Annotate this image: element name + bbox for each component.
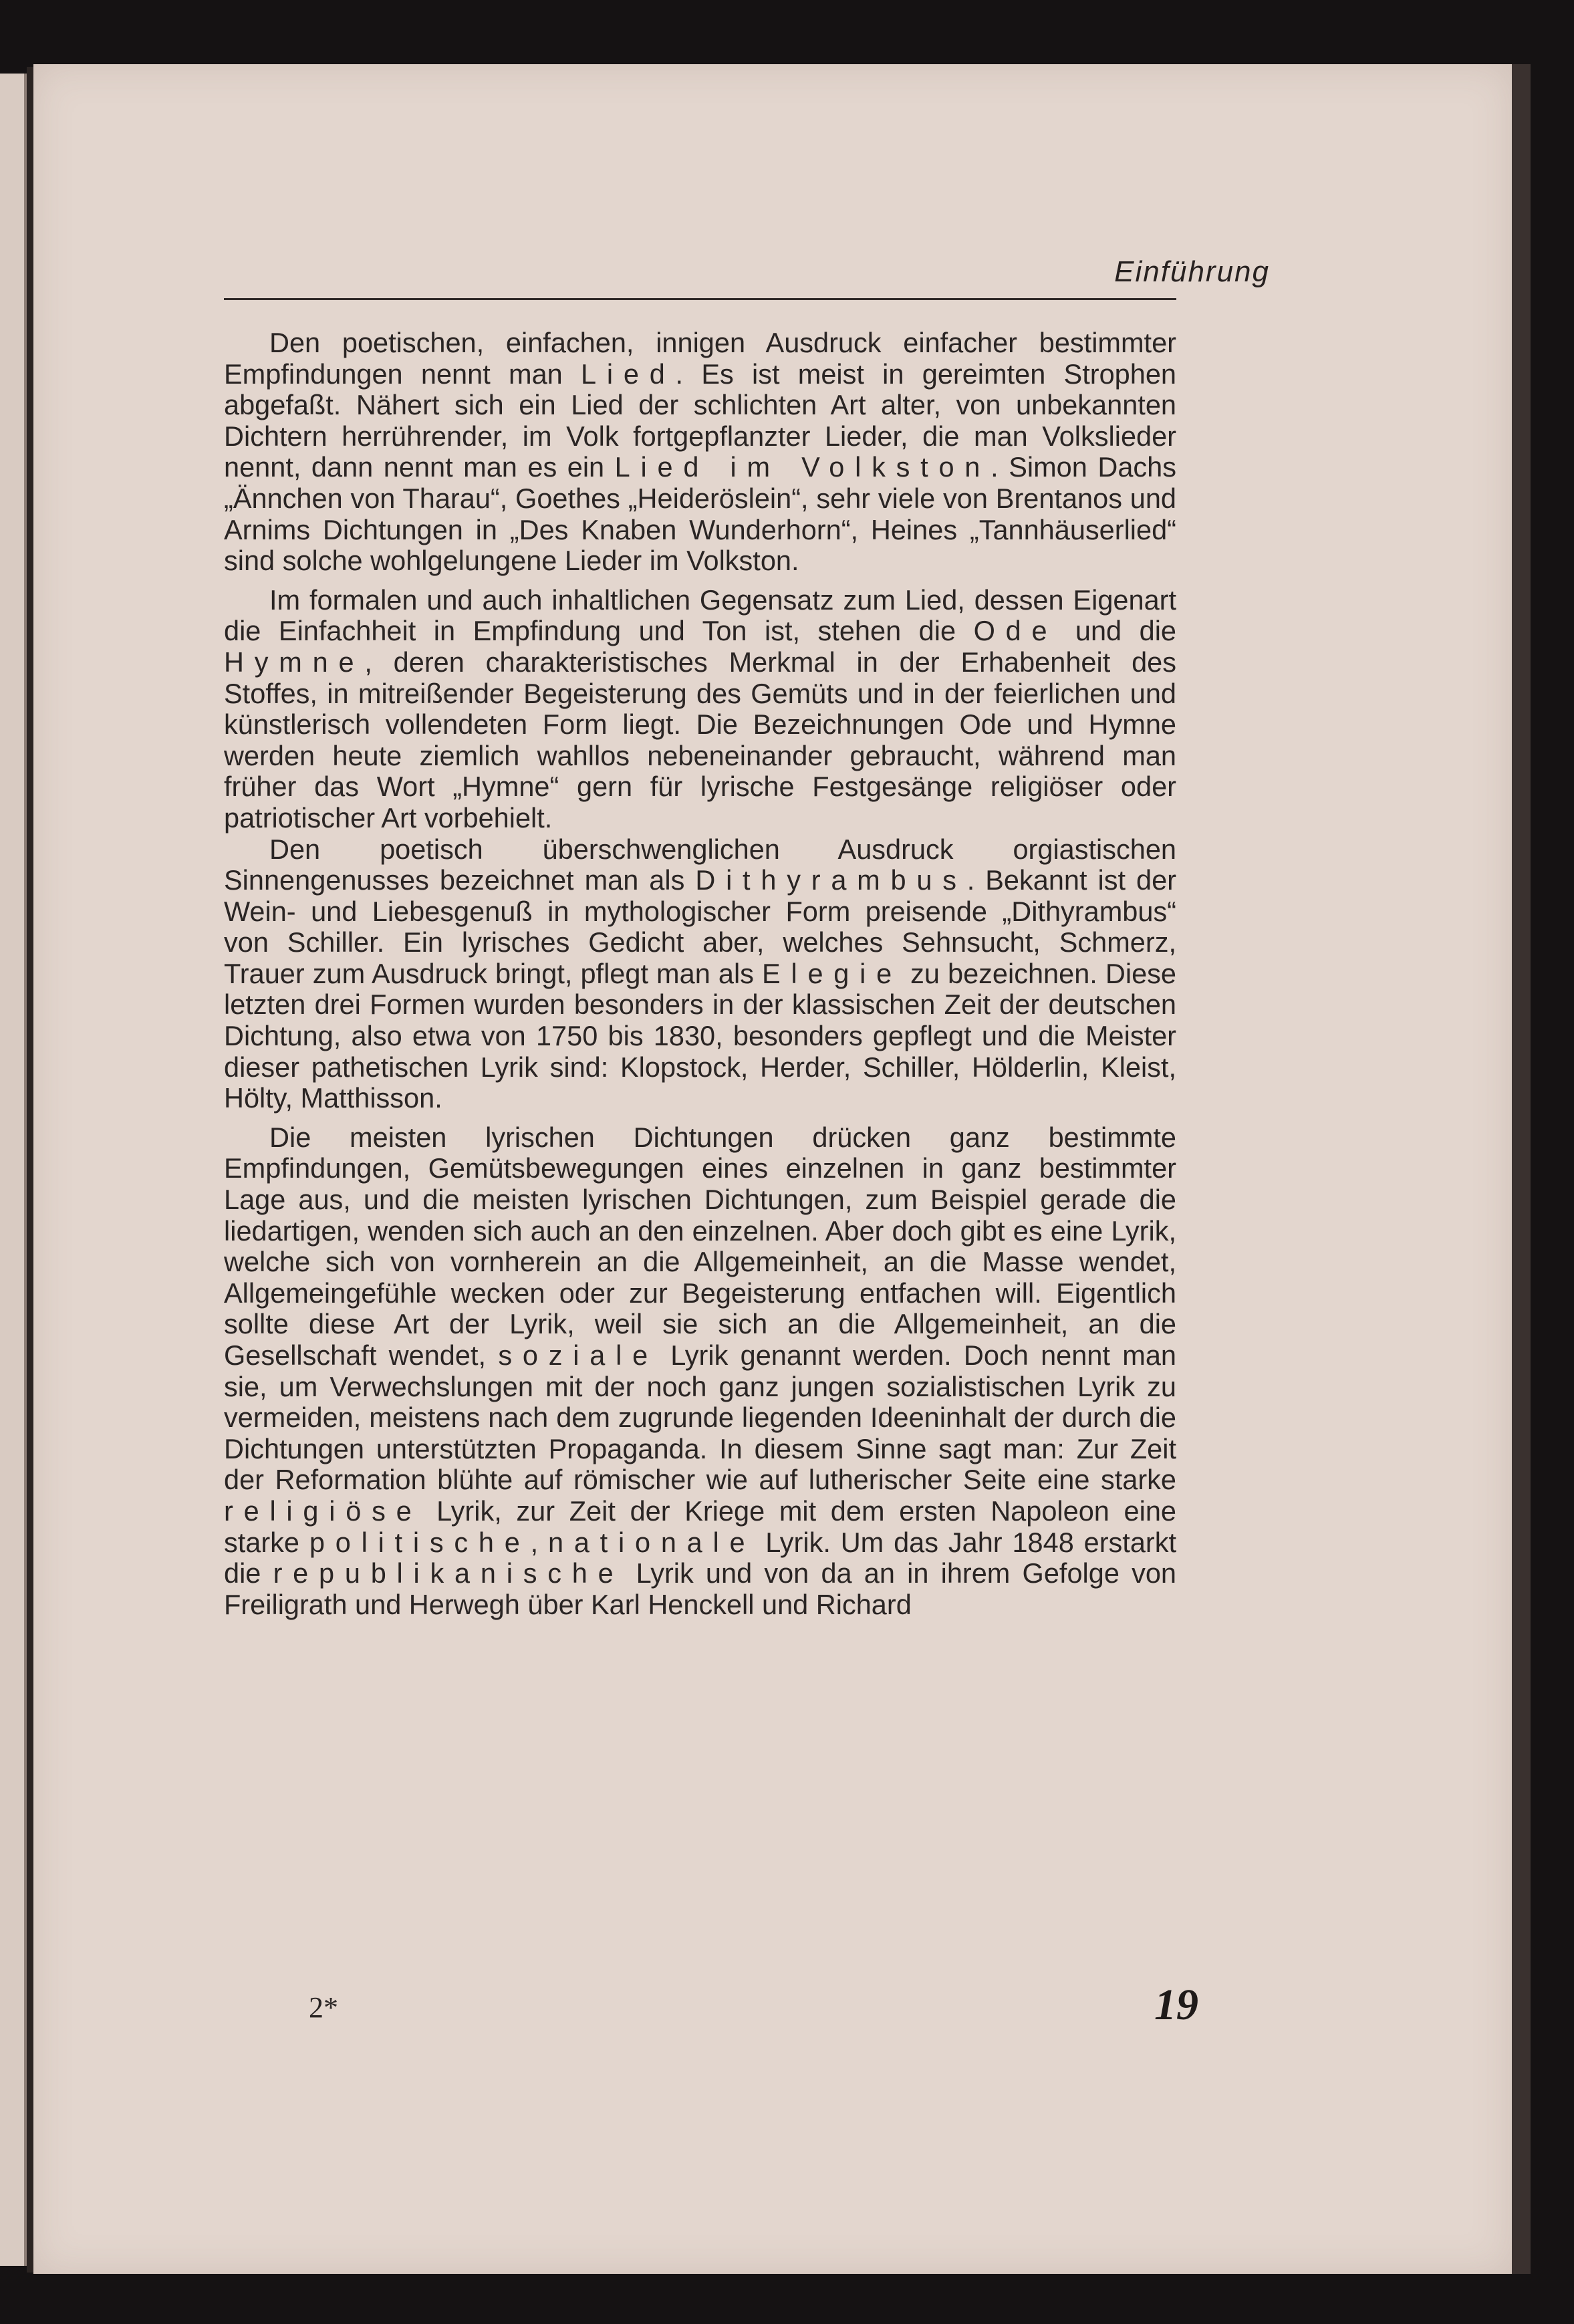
- text-run: Lyrik, zur Zeit der Kriege mit dem ersten Napoleon eine starke: [224, 1495, 1176, 1558]
- running-head: Einführung: [1114, 255, 1270, 288]
- text-run: Lyrik genannt werden. Doch nennt man sie, um Verwechslungen mit der noch ganz jungen sozialistischen Lyrik zu vermeiden, meistens nach dem zugrunde liegenden Ideeninhalt der durch die Dichtungen unterstützten Propaganda. In diesem Sinne sagt man: Zur Zeit der Reformation blühte auf römischer wie auf lutherischer Seite eine starke: [224, 1339, 1176, 1496]
- text-run: und die: [1057, 615, 1176, 647]
- paragraph: [224, 1122, 1176, 1621]
- text-run: , deren charakteristisches Merkmal in der Erhabenheit des Stoffes, in mitreißender Begeisterung des Gemüts und in der feierlichen und künstlerisch vollendeten Form liegt. Die Bezeichnungen Ode und Hymne werden heute ziemlich wahllos nebeneinander gebraucht, während man früher das Wort „Hymne“ gern für lyrische Festgesänge religiöser oder patriotischer Art vorbehielt.: [224, 646, 1176, 833]
- previous-page-edge: [0, 74, 27, 2266]
- text-run: Im formalen und auch inhaltlichen Gegensatz zum Lied, dessen Eigenart die Einfachheit in Empfindung und Ton ist, stehen die: [224, 584, 1176, 647]
- spaced-emphasis: Hymne: [224, 646, 365, 678]
- spaced-emphasis: Elegie: [762, 957, 902, 989]
- paragraph: [224, 585, 1176, 834]
- text-run: Den poetischen, einfachen, innigen Ausdruck einfacher bestimmter Empfindungen nennt man: [224, 327, 1176, 390]
- spaced-emphasis: religiöse: [224, 1495, 422, 1527]
- text-run: . Es ist meist in gereimten Strophen abgefaßt. Nähert sich ein Lied der schlichten Art alter, von unbekannten Dichtern herrührender, im Volk fortgepflanzter Lieder, die man Volkslieder nennt, dann nennt man es ein: [224, 358, 1176, 483]
- text-run: Den poetisch überschwenglichen Ausdruck orgiastischen Sinnengenusses bezeichnet man als: [224, 833, 1176, 896]
- body-text: [224, 328, 1176, 1620]
- spaced-emphasis: nationale: [547, 1526, 756, 1558]
- spaced-emphasis: Lied: [581, 358, 676, 390]
- text-run: . Bekannt ist der Wein- und Liebesgenuß in mythologischer Form preisende „Dithyrambus“ von Schiller. Ein lyrisches Gedicht aber, welches Sehnsucht, Schmerz, Trauer zum Ausdruck bringt, pflegt man als: [224, 864, 1176, 989]
- header-rule: [224, 298, 1176, 300]
- paragraph: [224, 328, 1176, 577]
- book-gutter: [27, 67, 33, 2273]
- text-run: Lyrik. Um das Jahr 1848 erstarkt die: [224, 1526, 1176, 1589]
- spaced-emphasis: politische: [309, 1526, 531, 1558]
- spaced-emphasis: republikanische: [273, 1557, 624, 1589]
- spaced-emphasis: Lied im Volkston: [614, 451, 991, 483]
- spaced-emphasis: Dithyrambus: [695, 864, 967, 896]
- paragraph: [224, 834, 1176, 1114]
- text-run: . Simon Dachs „Ännchen von Tharau“, Goethes „Heideröslein“, sehr viele von Brentanos und Arnims Dichtungen in „Des Knaben Wunderhorn“, Heines „Tannhäuserlied“ sind solche wohlgelungene Lieder im Volkston.: [224, 451, 1176, 577]
- text-run: Lyrik und von da an in ihrem Gefolge von Freiligrath und Herwegh über Karl Henckell und Richard: [224, 1557, 1176, 1620]
- spaced-emphasis: Ode: [973, 615, 1058, 647]
- text-run: ,: [530, 1526, 548, 1558]
- text-run: Die meisten lyrischen Dichtungen drücken ganz bestimmte Empfindungen, Gemütsbewegungen eines einzelnen in ganz bestimmter Lage aus, und die meisten lyrischen Dichtungen, zum Beispiel gerade die liedartigen, wenden sich auch an den einzelnen. Aber doch gibt es eine Lyrik, welche sich von vornherein an die Allgemeinheit, an die Masse wendet, Allgemeingefühle wecken oder zur Begeisterung entfachen will. Eigentlich sollte diese Art der Lyrik, weil sie sich an die Allgemeinheit, an die Gesellschaft wendet,: [224, 1121, 1176, 1371]
- spaced-emphasis: soziale: [498, 1339, 658, 1371]
- text-run: zu bezeichnen. Diese letzten drei Formen wurden besonders in der klassischen Zeit der deutschen Dichtung, also etwa von 1750 bis 1830, besonders gepflegt und die Meister dieser pathetischen Lyrik sind: Klopstock, Herder, Schiller, Hölderlin, Kleist, Hölty, Matthisson.: [224, 957, 1176, 1114]
- page-number: 19: [1154, 1980, 1198, 2029]
- sheet-signature: 2*: [309, 1991, 338, 2024]
- page-edge-shadow: [1512, 64, 1531, 2274]
